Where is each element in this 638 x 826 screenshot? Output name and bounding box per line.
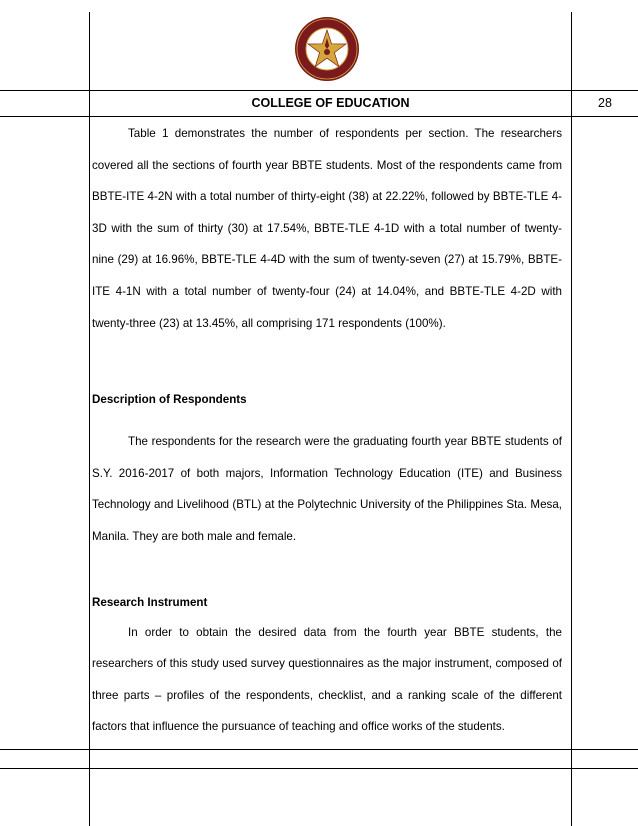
footer-top-rule [0, 749, 638, 750]
footer-bottom-rule [0, 768, 638, 769]
body-content [92, 118, 562, 743]
heading-description-of-respondents: Description of Respondents [92, 393, 247, 407]
page-title: COLLEGE OF EDUCATION [251, 96, 410, 110]
header-bottom-rule [0, 116, 638, 117]
paragraph-research-instrument: In order to obtain the desired data from the fourth year BBTE students, the researchers of this study used survey questionnaires as the major instrument, composed of three parts – profiles of the respondents, checklist, and a ranking scale of the different factors that influence the pursuance of teaching and office works of the students. [92, 625, 562, 734]
left-margin-line [89, 12, 90, 826]
page-number: 28 [598, 96, 612, 110]
heading-research-instrument: Research Instrument [92, 595, 208, 609]
university-seal-icon [294, 16, 360, 82]
paragraph-table1-summary: Table 1 demonstrates the number of respondents per section. The researchers covered all the sections of fourth year BBTE students. Most of the respondents came from BBTE-ITE 4-2N with a total number of thirty-eight (38) at 22.22%, followed by BBTE-TLE 4-3D with the sum of thirty (30) at 17.54%, BBTE-TLE 4-1D with a total number of twenty-nine (29) at 16.96%, BBTE-TLE 4-4D with the sum of twenty-seven (27) at 15.79%, BBTE-ITE 4-1N with a total number of twenty-four (24) at 14.04%, and BBTE-TLE 4-2D with twenty-three (23) at 13.45%, all comprising 171 respondents (100%). [92, 127, 562, 330]
right-margin-line [571, 12, 572, 826]
paragraph-description-of-respondents: The respondents for the research were the graduating fourth year BBTE students of S.Y. 2016-2017 of both majors, Information Technology Education (ITE) and Business Technology and Livelihood (BTL) at the Polytechnic University of the Philippines Sta. Mesa, Manila. They are both male and female. [92, 435, 562, 543]
